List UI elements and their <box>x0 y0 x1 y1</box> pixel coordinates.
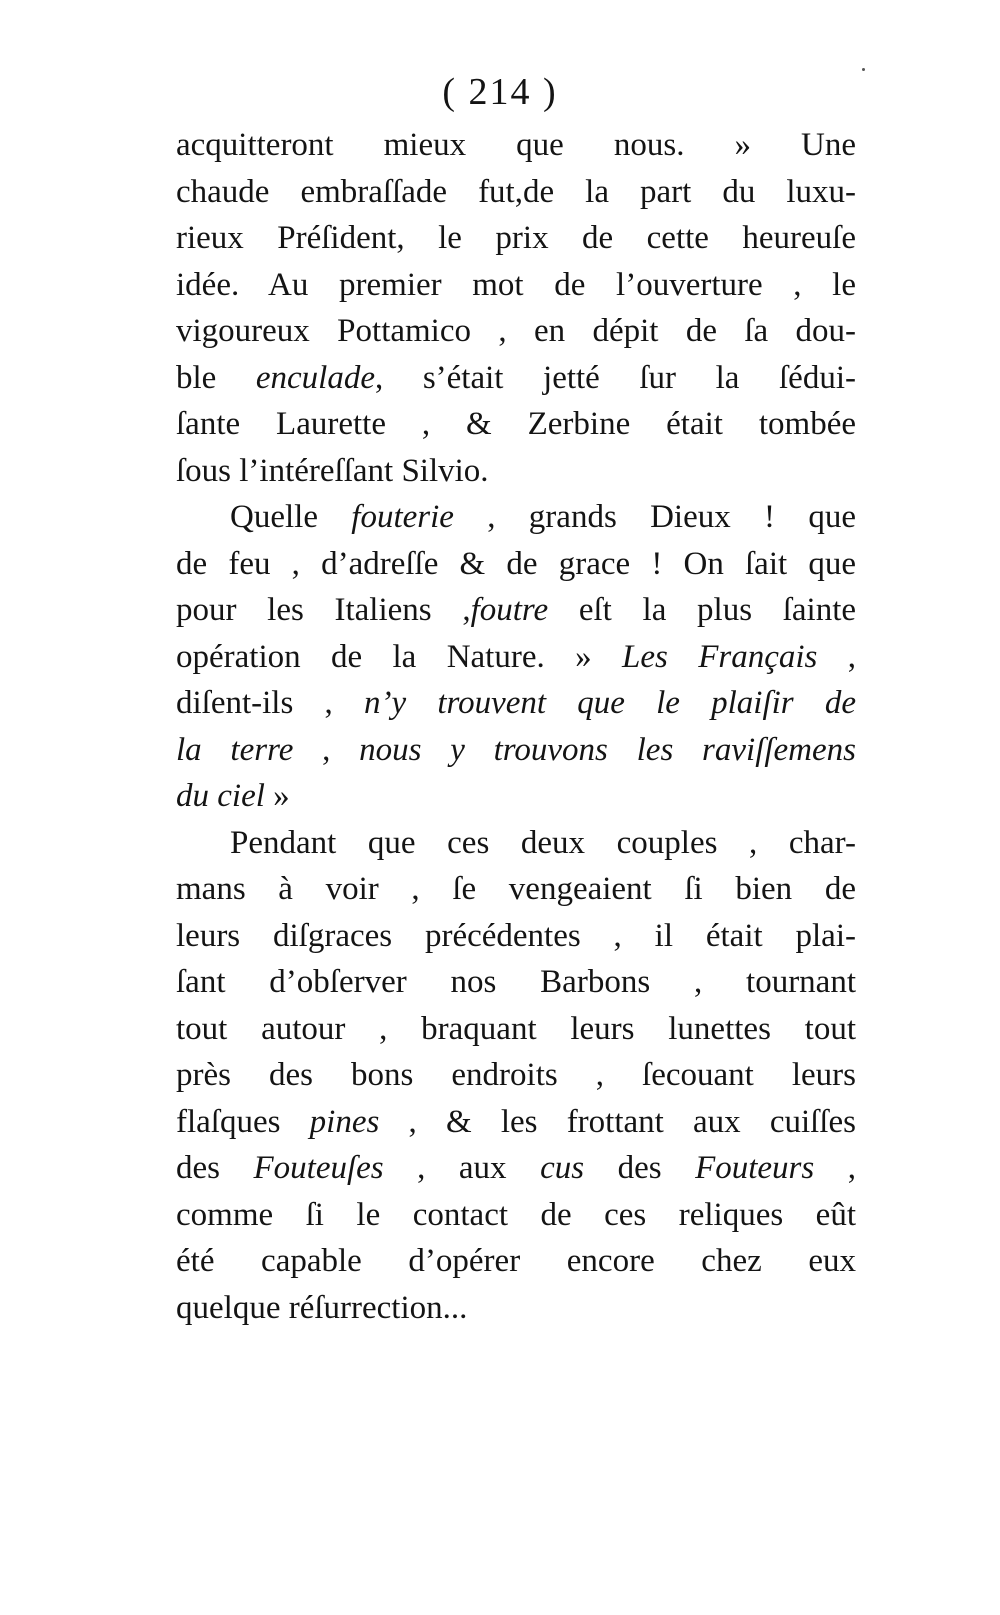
text-run: ſous l’intéreſſant Silvio. <box>176 452 489 489</box>
text-line <box>176 355 856 402</box>
text-run: , grands Dieux ! que <box>453 499 856 535</box>
text-line <box>176 448 856 495</box>
text-run: , <box>814 1150 856 1186</box>
text-run: pour les Italiens , <box>176 592 471 628</box>
text-run: opération de la Nature. » <box>176 638 622 675</box>
text-line <box>176 1192 856 1239</box>
text-run: été capable d’opérer encore chez eux <box>176 1243 856 1279</box>
text-line <box>176 680 856 727</box>
text-line <box>176 308 856 355</box>
text-run: , & les frottant aux cuiſſes <box>379 1103 857 1140</box>
text-run: près des bons endroits , ſecouant leurs <box>176 1057 856 1093</box>
text-run: leurs diſgraces précédentes , il était plai- <box>176 917 856 954</box>
text-line <box>176 1052 856 1099</box>
text-line <box>176 820 856 867</box>
text-run: » <box>264 778 290 814</box>
text-line <box>176 1285 856 1332</box>
text-line <box>176 1006 856 1053</box>
italic-text: cus <box>540 1150 585 1186</box>
text-run: mans à voir , ſe vengeaient ſi bien de <box>176 871 856 907</box>
text-run: , <box>817 638 856 675</box>
italic-text: n’y trouvent que le plaiſir de <box>363 685 856 721</box>
text-run: quelque réſurrection... <box>176 1289 468 1326</box>
text-run: eſt la plus ſainte <box>548 592 857 628</box>
text-run: comme ſi le contact de ces reliques eût <box>176 1196 856 1233</box>
text-line <box>176 1238 856 1285</box>
text-run: diſent-ils , <box>176 685 364 721</box>
text-run: idée. Au premier mot de l’ouverture , le <box>176 266 856 303</box>
text-line <box>176 913 856 960</box>
italic-text: du ciel <box>176 778 265 814</box>
text-line <box>176 1099 856 1146</box>
text-line <box>176 634 856 681</box>
text-run: de feu , d’adreſſe & de grace ! On ſait que <box>176 545 856 582</box>
text-run: , <box>293 731 360 768</box>
text-line <box>176 262 856 309</box>
italic-text: la terre <box>176 731 294 768</box>
text-line <box>176 959 856 1006</box>
text-line <box>176 494 856 541</box>
text-line <box>176 169 856 216</box>
italic-text: fouterie <box>351 499 454 535</box>
italic-text: enculade <box>255 359 375 396</box>
text-run: acquitteront mieux que nous. » Une <box>176 127 856 163</box>
text-run: , s’était jetté ſur la ſédui- <box>375 359 856 396</box>
italic-text: Fouteurs <box>695 1150 815 1186</box>
text-line <box>176 727 856 774</box>
text-run: rieux Préſident, le prix de cette heureuſe <box>176 220 856 256</box>
text-line <box>176 215 856 262</box>
ink-speck <box>862 68 865 71</box>
italic-text: Les Français <box>622 638 818 675</box>
text-line <box>176 773 856 820</box>
italic-text: foutre <box>470 592 549 628</box>
text-line <box>176 401 856 448</box>
text-run: , aux <box>383 1150 541 1186</box>
text-run: chaude embraſſade fut,de la part du luxu- <box>176 173 856 210</box>
text-run: ble <box>176 359 256 396</box>
text-run: des <box>584 1150 696 1186</box>
italic-text: pines <box>309 1103 380 1140</box>
text-run: tout autour , braquant leurs lunettes tout <box>176 1010 856 1047</box>
text-run: des <box>176 1150 254 1186</box>
text-run: ſante Laurette , & Zerbine était tombée <box>176 406 856 442</box>
body-text <box>176 122 856 1331</box>
page-number: ( 214 ) <box>442 71 558 113</box>
text-run: Pendant que ces deux couples , char- <box>230 824 856 861</box>
text-line <box>176 587 856 634</box>
text-run: ſant d’obſerver nos Barbons , tournant <box>176 964 856 1000</box>
italic-text: nous y trouvons les raviſſemens <box>359 731 857 768</box>
italic-text: Fouteuſes <box>253 1150 384 1186</box>
text-line <box>176 541 856 588</box>
text-run: Quelle <box>230 499 352 535</box>
text-run: flaſques <box>176 1103 310 1140</box>
text-line <box>176 122 856 169</box>
text-line <box>176 1145 856 1192</box>
text-run: vigoureux Pottamico , en dépit de ſa dou- <box>176 313 856 349</box>
text-line <box>176 866 856 913</box>
